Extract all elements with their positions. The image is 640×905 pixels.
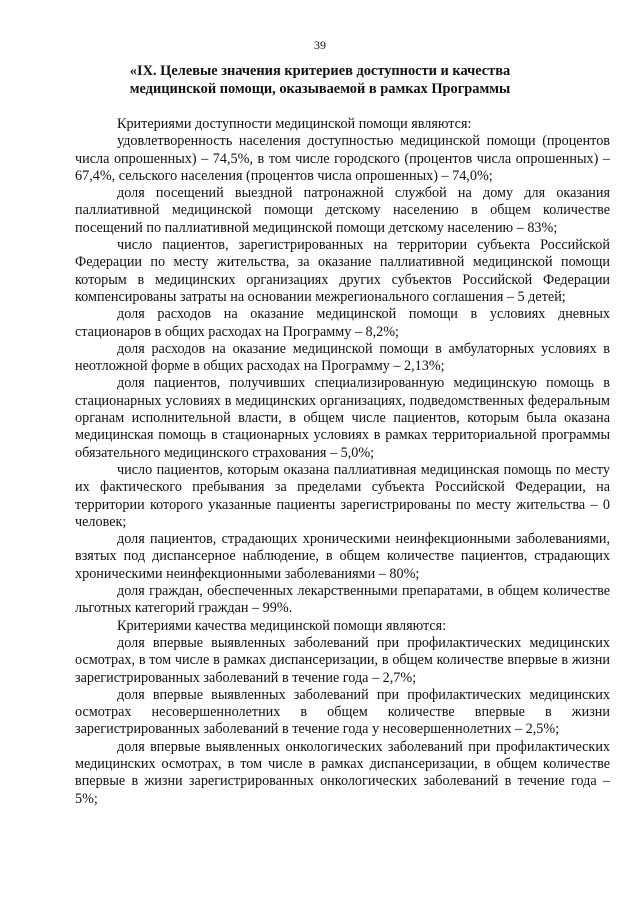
- paragraph-population-satisfaction: удовлетворенность населения доступностью медицинской помощи (процентов числа опрошенных) – 74,5%, в том числе городского (процентов числа опрошенных) – 67,4%, сельского населения (процентов числа опрошенных) – 74,0%;: [75, 133, 610, 184]
- paragraph-chronic-disease-observation: доля пациентов, страдающих хроническими неинфекционными заболеваниями, взятых под диспансерное наблюдение, в общем количестве пациентов, страдающих хроническими неинфекционными заболеваниями – 80%;: [75, 531, 610, 582]
- paragraph-accessibility-criteria-intro: Критериями доступности медицинской помощи являются:: [117, 116, 472, 132]
- section-heading: «IX. Целевые значения критериев доступности и качества медицинской помощи, оказываемой в рамках Программы: [129, 63, 511, 97]
- paragraph-palliative-outside-region: число пациентов, которым оказана паллиативная медицинская помощь по месту их фактического пребывания за пределами субъекта Российской Федерации, на территории которого указанные пациенты зарегистрированы по месту жительства – 0 человек;: [75, 461, 610, 530]
- paragraph-medication-provision: доля граждан, обеспеченных лекарственными препаратами, в общем количестве льготных категорий граждан – 99%.: [75, 583, 610, 617]
- paragraph-new-diseases-checkups: доля впервые выявленных заболеваний при профилактических медицинских осмотрах, в том числе в рамках диспансеризации, в общем количестве впервые в жизни зарегистрированных заболеваний в течение года – 2,7%;: [75, 634, 610, 686]
- document-body: [75, 116, 610, 808]
- paragraph-palliative-interregional: число пациентов, зарегистрированных на территории субъекта Российской Федерации по месту жительства, за оказание паллиативной медицинской помощи которым в медицинских организациях других субъектов Российской Федерации компенсированы затраты на основании межрегионального соглашения – 5 детей;: [75, 237, 610, 305]
- paragraph-quality-criteria-intro: Критериями качества медицинской помощи являются:: [117, 617, 447, 634]
- paragraph-palliative-home-visits: доля посещений выездной патронажной службой на дому для оказания паллиативной медицинской помощи детскому населению в общем количестве посещений по паллиативной медицинской помощи детскому населению – 83%;: [75, 185, 610, 236]
- paragraph-new-oncology-checkups: доля впервые выявленных онкологических заболеваний при профилактических медицинских осмотрах, в том числе в рамках диспансеризации, в общем количестве впервые в жизни зарегистрированных онкологических заболеваний в течение года – 5%;: [75, 738, 610, 807]
- paragraph-day-hospital-expenses: доля расходов на оказание медицинской помощи в условиях дневных стационаров в общих расходах на Программу – 8,2%;: [75, 306, 610, 340]
- paragraph-new-diseases-minors: доля впервые выявленных заболеваний при профилактических медицинских осмотрах несовершеннолетних в общем количестве впервые в жизни зарегистрированных заболеваний в течение года у несовершеннолетних – 2,5%;: [75, 686, 610, 738]
- paragraph-federal-specialized-care: доля пациентов, получивших специализированную медицинскую помощь в стационарных условиях в медицинских организациях, подведомственных федеральным органам исполнительной власти, в общем числе пациентов, которым была оказана медицинская помощь в стационарных условиях в рамках территориальной программы обязательного медицинского страхования – 5,0%;: [75, 375, 610, 461]
- page-number: 39: [314, 38, 326, 52]
- paragraph-urgent-outpatient-expenses: доля расходов на оказание медицинской помощи в амбулаторных условиях в неотложной форме в общих расходах на Программу – 2,13%;: [75, 340, 610, 375]
